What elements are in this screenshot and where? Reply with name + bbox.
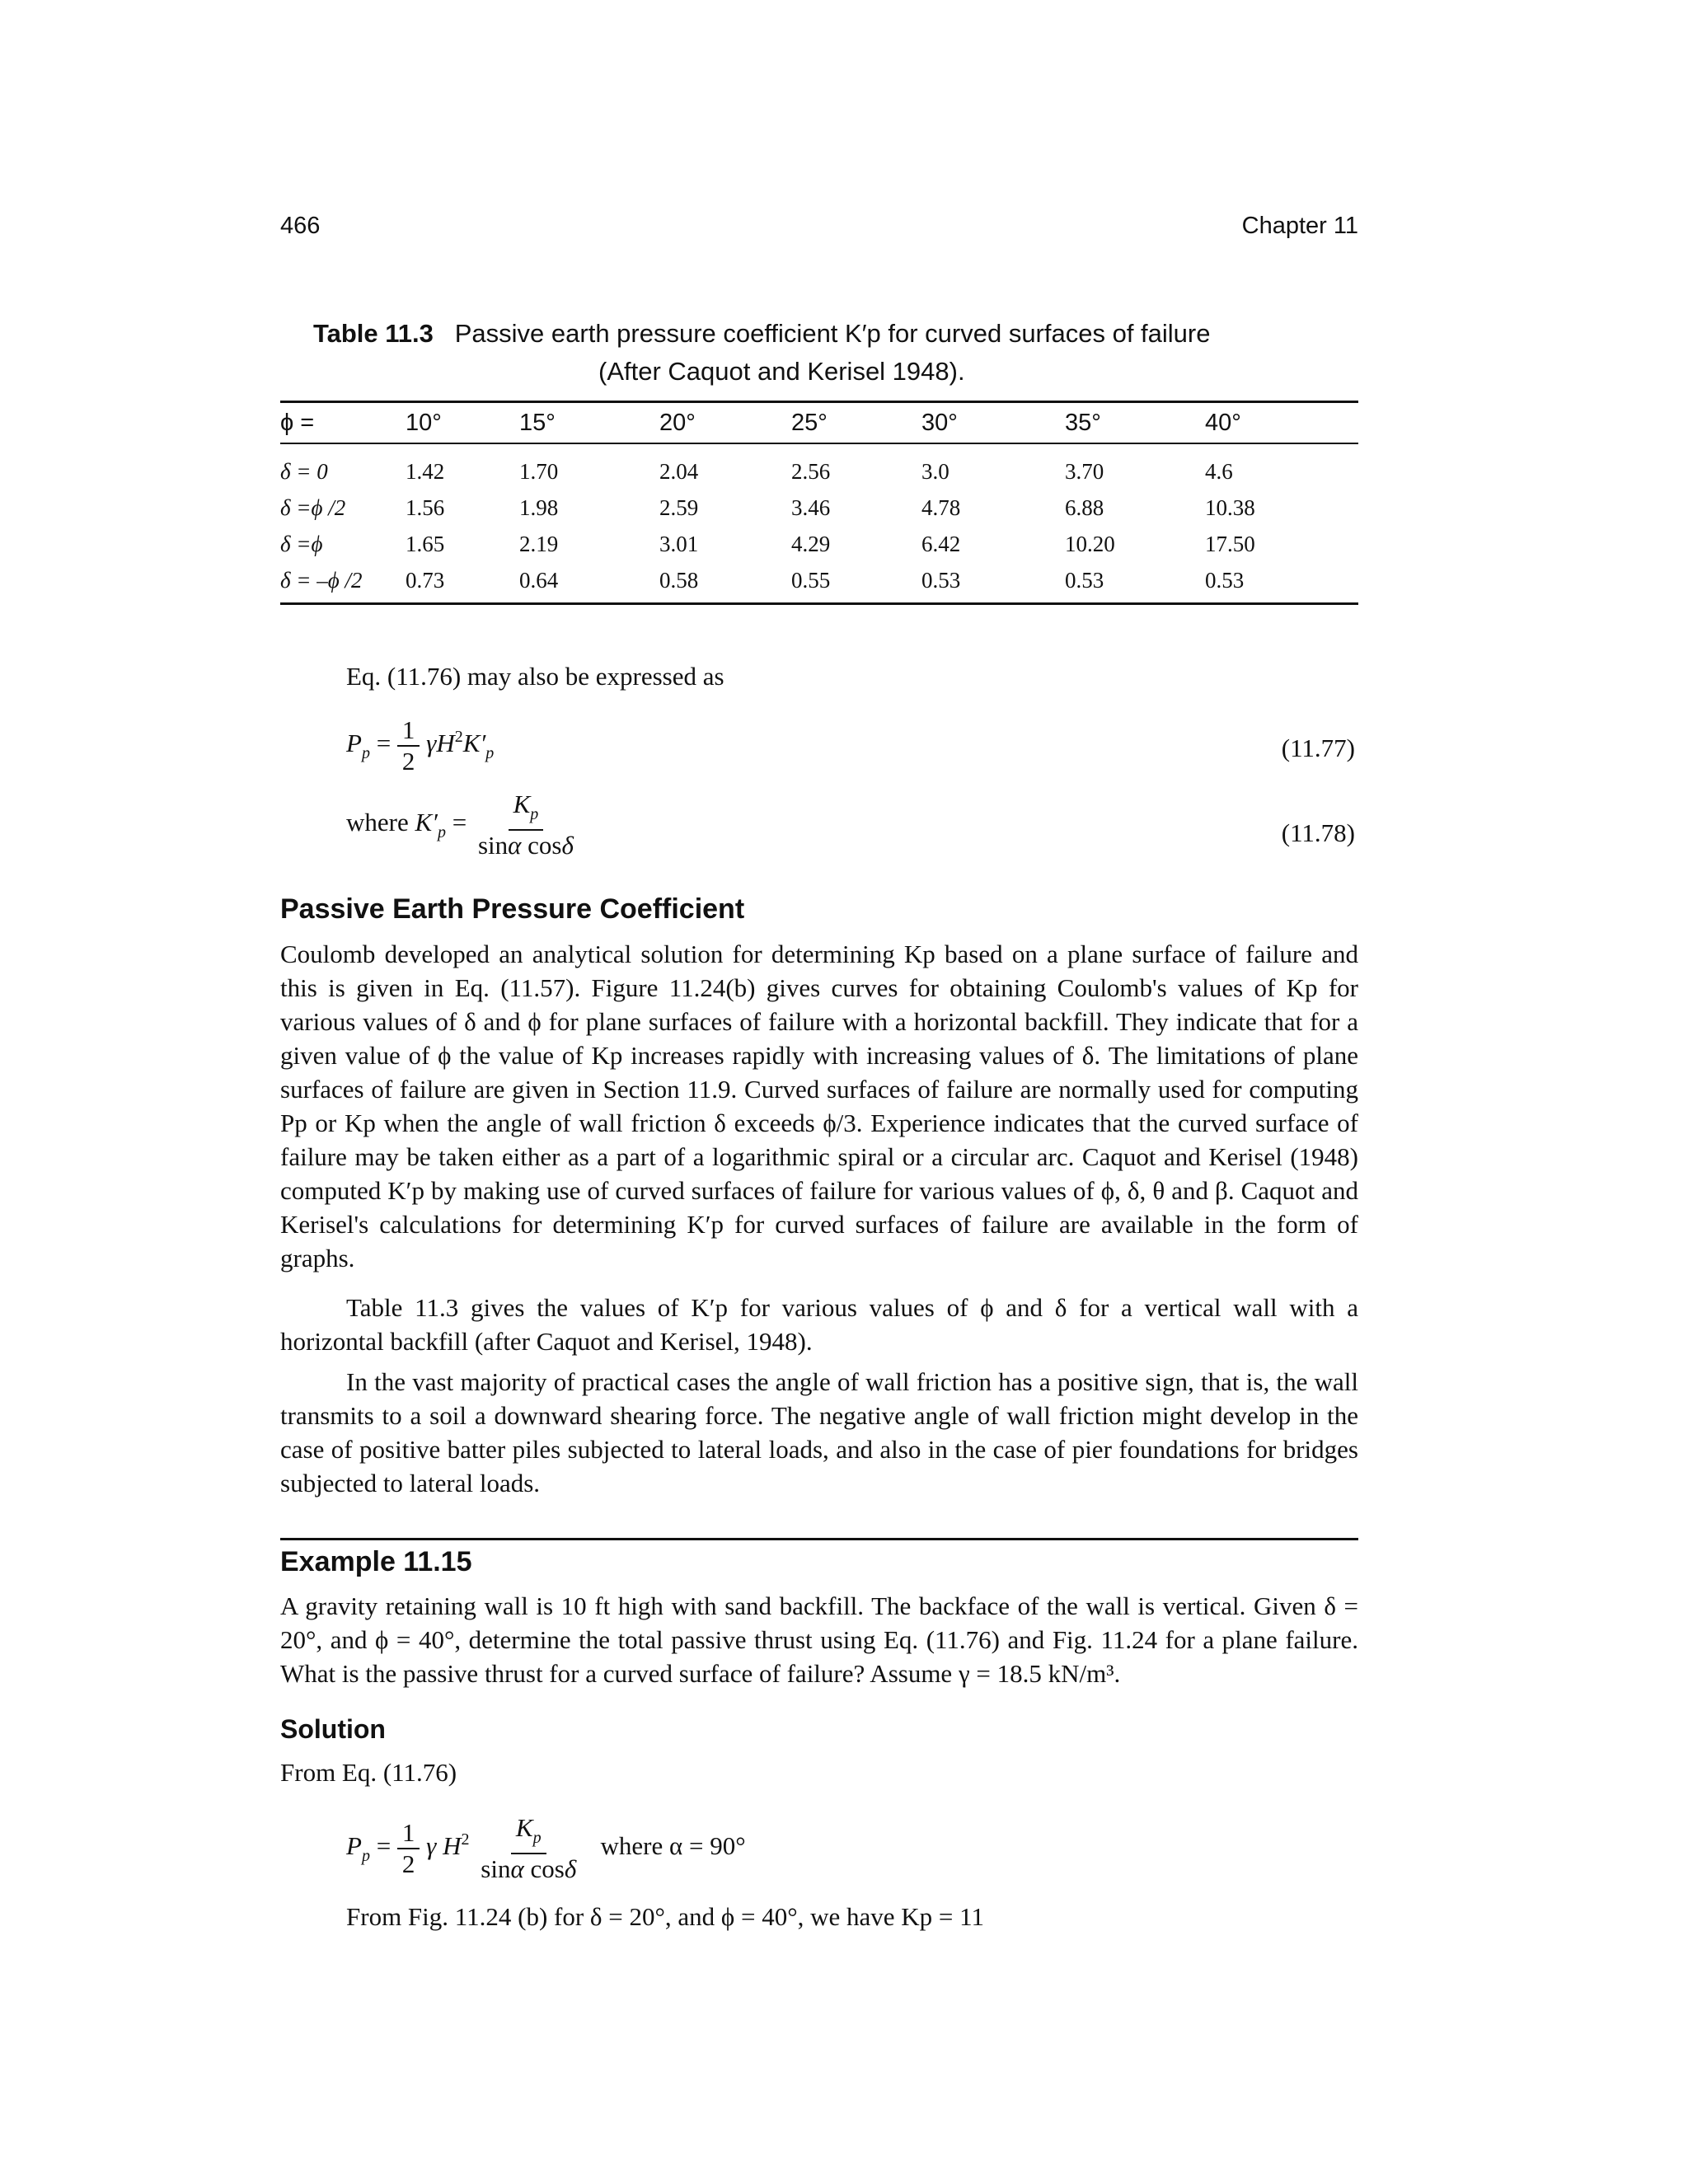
paragraph-coulomb: Coulomb developed an analytical solution for determining Kp based on a plane surface of failure and this is given in Eq. (11.57). Figure 11.24(b) gives curves for obtaining Coulomb's values of Kp for various values of δ and ϕ for plane surfaces of failure with a horizontal backfill. They indicate that for a given value of ϕ the value of Kp increases rapidly with increasing values of δ. The limitations of plane surfaces of failure are given in Section 11.9. Curved surfaces of failure are normally used for computing Pp or Kp when the angle of wall friction δ exceeds ϕ/3. Experience indicates that the curved surface of failure may be taken either as a part of a logarithmic spiral or a circular arc. Caquot and Kerisel (1948) computed K′p by making use of curved surfaces of failure for various values of ϕ, δ, θ and β. Caquot and Kerisel's calculations for determining K′p for curved surfaces of failure are available in the form of graphs. — [280, 940, 1358, 1272]
table-cell: 0.55 — [791, 568, 831, 593]
table-cell: 0.58 — [659, 568, 699, 593]
table-cell: 1.70 — [519, 459, 559, 484]
equation-number-11-77: (11.77) — [1281, 733, 1355, 762]
table-cell: 0.64 — [519, 568, 559, 593]
table-cell: 10.20 — [1065, 532, 1115, 556]
table-cell: 1.98 — [519, 495, 559, 520]
paragraph-wall-friction: In the vast majority of practical cases the angle of wall friction has a positive sign, that is, the wall transmits to a soil a downward shearing force. The negative angle of wall friction might develop in the case of positive batter piles subjected to lateral loads, and also in the case of pier foundations for bridges subjected to lateral loads. — [280, 1367, 1358, 1497]
table-bottom-rule — [280, 602, 1358, 605]
example-heading: Example 11.15 — [280, 1546, 472, 1577]
table-column-header: 30° — [921, 410, 958, 436]
table-cell: 3.46 — [791, 495, 831, 520]
table-cell: 2.19 — [519, 532, 559, 556]
table-header-rule — [280, 443, 1358, 444]
table-cell: 0.53 — [1065, 568, 1104, 593]
section-heading: Passive Earth Pressure Coefficient — [280, 893, 745, 925]
table-cell: 0.73 — [406, 568, 445, 593]
table-cell: 6.88 — [1065, 495, 1104, 520]
table-caption-source: (After Caquot and Kerisel 1948). — [598, 357, 965, 386]
table-caption-label: Table 11.3 — [313, 319, 434, 348]
table-cell: 2.56 — [791, 459, 831, 484]
table-cell: 1.65 — [406, 532, 445, 556]
equation-11-78: where $K'_p$ = $\frac{K_p}{\text{sinα cosδ}}$ — [346, 790, 574, 860]
table-cell: 4.78 — [921, 495, 961, 520]
table-column-header: 20° — [659, 410, 696, 436]
table-cell: 4.29 — [791, 532, 831, 556]
table-row-label: δ = 0 — [280, 459, 328, 484]
solution-from-eq: From Eq. (11.76) — [280, 1758, 457, 1787]
table-column-header: 35° — [1065, 410, 1101, 436]
where-label: where — [346, 808, 409, 837]
table-caption — [313, 315, 1385, 391]
table-cell: 0.53 — [921, 568, 961, 593]
table-column-header: 40° — [1205, 410, 1241, 436]
table-column-header: 15° — [519, 410, 556, 436]
table-cell: 1.42 — [406, 459, 445, 484]
table-top-rule — [280, 401, 1358, 403]
table-cell: 2.59 — [659, 495, 699, 520]
equation-number-11-78: (11.78) — [1281, 818, 1355, 847]
solution-heading: Solution — [280, 1714, 386, 1744]
table-row-label: δ = –ϕ /2 — [280, 568, 363, 593]
equation-intro: Eq. (11.76) may also be expressed as — [346, 662, 724, 691]
table-cell: 0.53 — [1205, 568, 1245, 593]
table-cell: 10.38 — [1205, 495, 1255, 520]
solution-equation: $P_p$ = $\frac{1}{2}$ γ $H^2$ $\frac{K_p}{\text{sinα cosδ}}$ where α = 90° — [346, 1813, 746, 1883]
table-cell: 1.56 — [406, 495, 445, 520]
table-cell: 4.6 — [1205, 459, 1233, 484]
example-rule — [280, 1538, 1358, 1540]
table-column-header: 10° — [406, 410, 442, 436]
table-row-label: δ =ϕ — [280, 532, 323, 556]
example-statement: A gravity retaining wall is 10 ft high with sand backfill. The backface of the wall is vertical. Given δ = 20°, and ϕ = 40°, determine the total passive thrust using Eq. (11.76) and Fig. 11.24 for a plane failure. What is the passive thrust for a curved surface of failure? Assume γ = 18.5 kN/m³. — [280, 1591, 1358, 1688]
table-cell: 6.42 — [921, 532, 961, 556]
table-column-header: 25° — [791, 410, 828, 436]
table-cell: 3.70 — [1065, 459, 1104, 484]
table-cell: 3.01 — [659, 532, 699, 556]
table-cell: 3.0 — [921, 459, 950, 484]
table-cell: 17.50 — [1205, 532, 1255, 556]
paragraph-table-reference: Table 11.3 gives the values of K′p for various values of ϕ and δ for a vertical wall with a horizontal backfill (after Caquot and Kerisel, 1948). — [280, 1293, 1358, 1356]
table-header-phi: ϕ = — [280, 410, 315, 436]
solution-from-fig: From Fig. 11.24 (b) for δ = 20°, and ϕ = 40°, we have Kp = 11 — [346, 1902, 985, 1931]
equation-11-77: $P_p$ = $\frac{1}{2}$ $\gamma H^2K'_p$ — [346, 715, 495, 776]
running-head-chapter: Chapter 11 — [1241, 213, 1358, 239]
table-row-label: δ =ϕ /2 — [280, 495, 346, 520]
table-cell: 2.04 — [659, 459, 699, 484]
where-alpha-text: where α = 90° — [600, 1831, 746, 1861]
page-number: 466 — [280, 213, 321, 239]
table-caption-title: Passive earth pressure coefficient K′p for curved surfaces of failure — [454, 319, 1211, 348]
